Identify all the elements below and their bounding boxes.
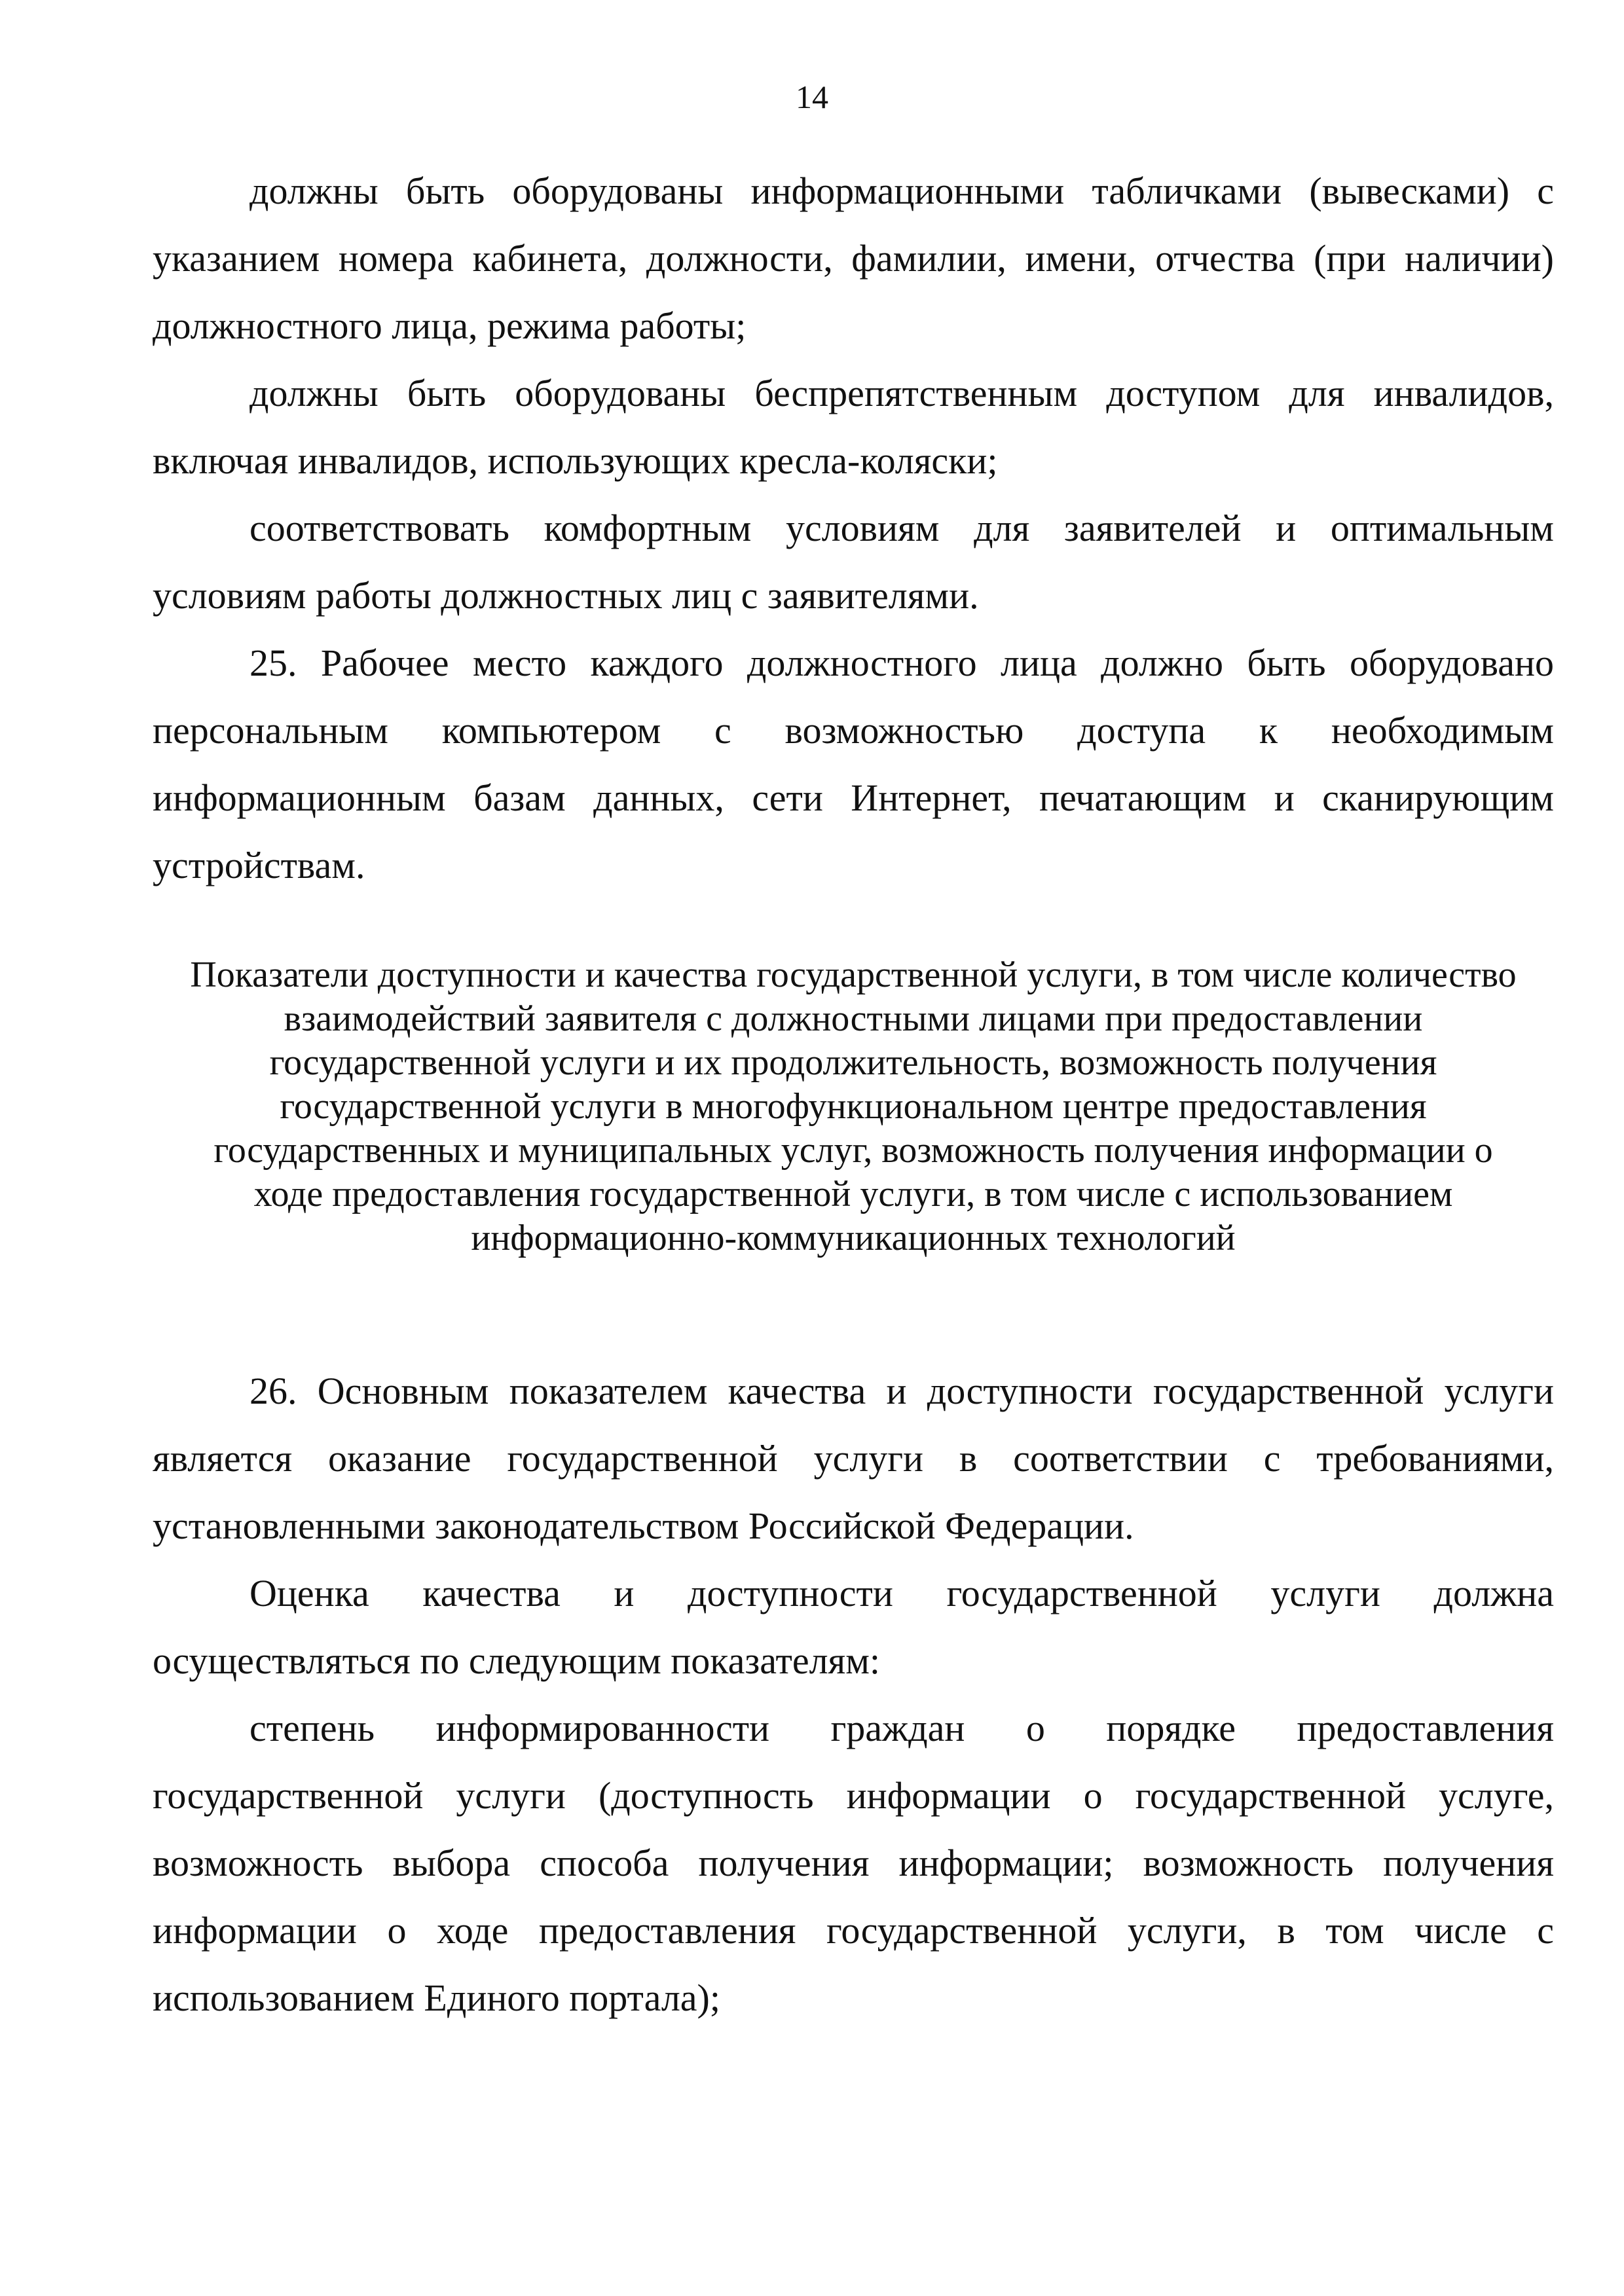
heading-line: информационно-коммуникационных технологий	[471, 1218, 1236, 1258]
paragraph: должны быть оборудованы информационными табличками (вывесками) с указанием номера кабинета, должности, фамилии, имени, отчества (при наличии) должностного лица, режима работы;	[153, 170, 1554, 347]
heading-line: Показатели доступности и качества государственной услуги, в том числе количество	[190, 955, 1517, 995]
heading-line: государственных и муниципальных услуг, возможность получения информации о	[213, 1130, 1493, 1171]
heading-line: государственной услуги в многофункциональном центре предоставления	[280, 1086, 1427, 1127]
section-1-text	[153, 157, 1554, 899]
section-2-text	[153, 1357, 1554, 2032]
heading-line: взаимодействий заявителя с должностными лицами при предоставлении	[284, 998, 1423, 1039]
page-number: 14	[796, 79, 828, 115]
heading-line: государственной услуги и их продолжительность, возможность получения	[269, 1042, 1437, 1083]
paragraph: степень информированности граждан о порядке предоставления государственной услуги (доступность информации о государственной услуге, возможность выбора способа получения информации; возможность получения информации о ходе предоставления государственной услуги, в том числе с использованием Единого портала);	[153, 1707, 1554, 2019]
paragraph: Оценка качества и доступности государственной услуги должна осуществляться по следующим показателям:	[153, 1572, 1554, 1682]
paragraph: соответствовать комфортным условиям для заявителей и оптимальным условиям работы должностных лиц с заявителями.	[153, 507, 1554, 617]
section-heading	[153, 953, 1554, 1260]
paragraph-item-25: 25. Рабочее место каждого должностного лица должно быть оборудовано персональным компьютером с возможностью доступа к необходимым информационным базам данных, сети Интернет, печатающим и сканирующим устройствам.	[153, 642, 1554, 886]
heading-line: ходе предоставления государственной услуги, в том числе с использованием	[253, 1174, 1453, 1214]
paragraph: должны быть оборудованы беспрепятственным доступом для инвалидов, включая инвалидов, использующих кресла-коляски;	[153, 372, 1554, 482]
paragraph-item-26: 26. Основным показателем качества и доступности государственной услуги является оказание государственной услуги в соответствии с требованиями, установленными законодательством Российской Федерации.	[153, 1370, 1554, 1547]
